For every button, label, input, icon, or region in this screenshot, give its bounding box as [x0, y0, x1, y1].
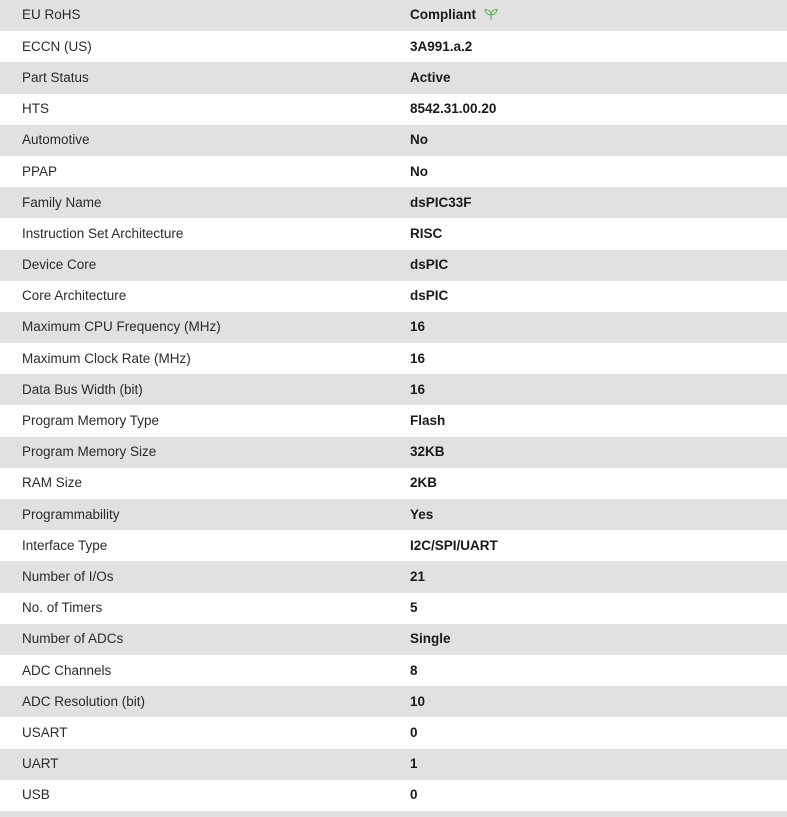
spec-label: Maximum CPU Frequency (MHz) — [0, 312, 387, 343]
spec-row-no-of-timers — [0, 593, 787, 624]
spec-label: Core Architecture — [0, 281, 387, 312]
spec-label: UART — [0, 749, 387, 780]
spec-label: Maximum Clock Rate (MHz) — [0, 343, 387, 374]
spec-value: RISC — [387, 218, 787, 249]
spec-row-data-bus-width — [0, 374, 787, 405]
spec-label: Family Name — [0, 187, 387, 218]
spec-value: Flash — [387, 405, 787, 436]
spec-value: 16 — [387, 312, 787, 343]
spec-row-eu-rohs — [0, 0, 787, 31]
spec-row-eccn-us — [0, 31, 787, 62]
spec-row-max-clock-rate — [0, 343, 787, 374]
spec-label: Automotive — [0, 125, 387, 156]
spec-label: ADC Resolution (bit) — [0, 686, 387, 717]
spec-label: Program Memory Size — [0, 437, 387, 468]
spec-value: 16 — [387, 343, 787, 374]
spec-row-usb — [0, 780, 787, 811]
spec-value: 1 — [387, 749, 787, 780]
spec-value: 21 — [387, 561, 787, 592]
spec-value: Compliant — [410, 7, 476, 23]
spec-label: ECCN (US) — [0, 31, 387, 62]
leaf-icon — [484, 8, 498, 20]
spec-row-usart — [0, 717, 787, 748]
spec-value: No — [387, 125, 787, 156]
next-row-edge — [0, 811, 787, 817]
spec-row-adc-channels — [0, 655, 787, 686]
spec-label: PPAP — [0, 156, 387, 187]
spec-label: Device Core — [0, 250, 387, 281]
spec-row-ppap — [0, 156, 787, 187]
spec-row-interface-type — [0, 530, 787, 561]
spec-value-cell — [387, 0, 787, 31]
spec-row-family-name — [0, 187, 787, 218]
spec-row-program-memory-size — [0, 437, 787, 468]
spec-label: HTS — [0, 94, 387, 125]
spec-row-programmability — [0, 499, 787, 530]
spec-value: Active — [387, 62, 787, 93]
spec-label: No. of Timers — [0, 593, 387, 624]
spec-value: 32KB — [387, 437, 787, 468]
spec-label: Instruction Set Architecture — [0, 218, 387, 249]
spec-value: No — [387, 156, 787, 187]
spec-row-part-status — [0, 62, 787, 93]
spec-label: USART — [0, 717, 387, 748]
spec-value: 8542.31.00.20 — [387, 94, 787, 125]
spec-row-instruction-set-architecture — [0, 218, 787, 249]
spec-label: RAM Size — [0, 468, 387, 499]
spec-value: 2KB — [387, 468, 787, 499]
spec-row-number-of-ios — [0, 561, 787, 592]
spec-row-number-of-adcs — [0, 624, 787, 655]
spec-label: ADC Channels — [0, 655, 387, 686]
spec-row-ram-size — [0, 468, 787, 499]
spec-row-max-cpu-frequency — [0, 312, 787, 343]
spec-label: Number of ADCs — [0, 624, 387, 655]
spec-value: 3A991.a.2 — [387, 31, 787, 62]
spec-value: dsPIC — [387, 250, 787, 281]
spec-row-program-memory-type — [0, 405, 787, 436]
spec-row-uart — [0, 749, 787, 780]
spec-value: dsPIC — [387, 281, 787, 312]
spec-value: dsPIC33F — [387, 187, 787, 218]
spec-value: 10 — [387, 686, 787, 717]
spec-row-device-core — [0, 250, 787, 281]
spec-row-core-architecture — [0, 281, 787, 312]
spec-label: EU RoHS — [0, 0, 387, 31]
spec-row-automotive — [0, 125, 787, 156]
spec-label: Number of I/Os — [0, 561, 387, 592]
spec-value: Single — [387, 624, 787, 655]
spec-value: 5 — [387, 593, 787, 624]
spec-row-adc-resolution — [0, 686, 787, 717]
spec-label: Data Bus Width (bit) — [0, 374, 387, 405]
spec-value: 0 — [387, 717, 787, 748]
spec-value: Yes — [387, 499, 787, 530]
spec-label: Part Status — [0, 62, 387, 93]
spec-value: 0 — [387, 780, 787, 811]
spec-row-hts — [0, 94, 787, 125]
spec-value: 16 — [387, 374, 787, 405]
spec-label: Program Memory Type — [0, 405, 387, 436]
spec-label: Interface Type — [0, 530, 387, 561]
spec-value: I2C/SPI/UART — [387, 530, 787, 561]
spec-label: USB — [0, 780, 387, 811]
spec-value: 8 — [387, 655, 787, 686]
spec-label: Programmability — [0, 499, 387, 530]
